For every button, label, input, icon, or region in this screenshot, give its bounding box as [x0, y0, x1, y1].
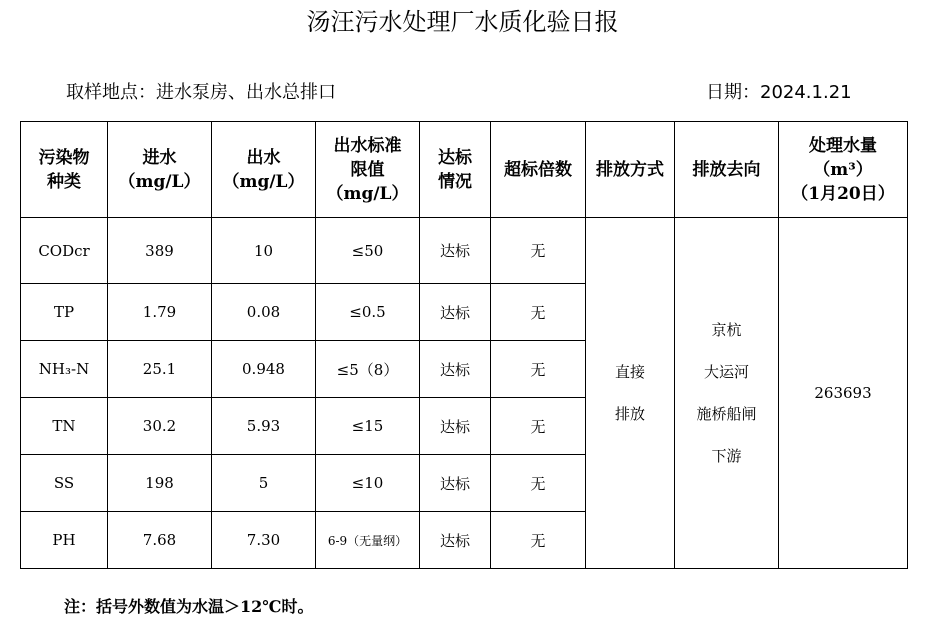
inflow-value: 1.79	[108, 284, 212, 341]
treated-volume: 263693	[779, 218, 908, 569]
inflow-value: 389	[108, 218, 212, 284]
status-value: 达标	[420, 512, 491, 569]
exceed-value: 无	[491, 284, 586, 341]
outflow-value: 5.93	[212, 398, 316, 455]
limit-value: ≤10	[316, 455, 420, 512]
pollutant-name: TN	[21, 398, 108, 455]
status-value: 达标	[420, 284, 491, 341]
report-date: 日期：2024.1.21	[706, 82, 852, 103]
discharge-destination: 京杭 大运河 施桥船闸 下游	[675, 218, 779, 569]
status-value: 达标	[420, 341, 491, 398]
header-method: 排放方式	[586, 122, 675, 218]
status-value: 达标	[420, 218, 491, 284]
exceed-value: 无	[491, 455, 586, 512]
inflow-value: 7.68	[108, 512, 212, 569]
exceed-value: 无	[491, 218, 586, 284]
header-status: 达标 情况	[420, 122, 491, 218]
exceed-value: 无	[491, 398, 586, 455]
status-value: 达标	[420, 455, 491, 512]
pollutant-name: TP	[21, 284, 108, 341]
sample-location: 取样地点：进水泵房、出水总排口	[66, 82, 336, 103]
report-title: 汤汪污水处理厂水质化验日报	[306, 8, 619, 36]
exceed-value: 无	[491, 512, 586, 569]
discharge-method: 直接 排放	[586, 218, 675, 569]
header-pollutant: 污染物 种类	[21, 122, 108, 218]
outflow-value: 0.948	[212, 341, 316, 398]
limit-value: ≤50	[316, 218, 420, 284]
limit-value: 6-9（无量纲）	[316, 512, 420, 569]
status-value: 达标	[420, 398, 491, 455]
header-volume: 处理水量 （m³） （1月20日）	[779, 122, 908, 218]
header-limit: 出水标准 限值 （mg/L）	[316, 122, 420, 218]
inflow-value: 198	[108, 455, 212, 512]
limit-value: ≤5（8）	[316, 341, 420, 398]
outflow-value: 10	[212, 218, 316, 284]
outflow-value: 0.08	[212, 284, 316, 341]
outflow-value: 5	[212, 455, 316, 512]
pollutant-name: SS	[21, 455, 108, 512]
pollutant-name: PH	[21, 512, 108, 569]
pollutant-name: CODcr	[21, 218, 108, 284]
inflow-value: 25.1	[108, 341, 212, 398]
exceed-value: 无	[491, 341, 586, 398]
water-quality-table	[20, 121, 908, 569]
table-row	[21, 218, 908, 284]
limit-value: ≤15	[316, 398, 420, 455]
header-row	[21, 122, 908, 218]
pollutant-name: NH₃-N	[21, 341, 108, 398]
inflow-value: 30.2	[108, 398, 212, 455]
header-destination: 排放去向	[675, 122, 779, 218]
footnote: 注：括号外数值为水温＞12℃时。	[64, 597, 314, 616]
header-outflow: 出水 （mg/L）	[212, 122, 316, 218]
header-inflow: 进水 （mg/L）	[108, 122, 212, 218]
limit-value: ≤0.5	[316, 284, 420, 341]
header-exceed: 超标倍数	[491, 122, 586, 218]
outflow-value: 7.30	[212, 512, 316, 569]
